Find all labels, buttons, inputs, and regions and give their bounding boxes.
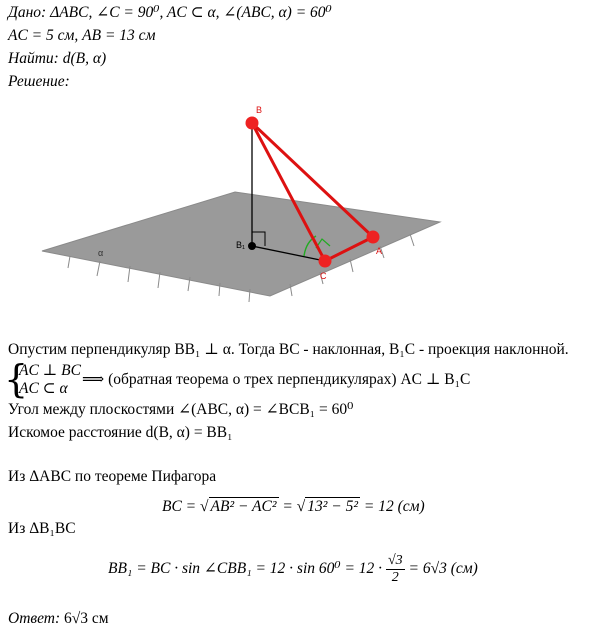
given-label: Дано: xyxy=(8,4,47,21)
answer-value: 6√3 см xyxy=(64,610,109,627)
eq2-right: = 6√3 (см) xyxy=(404,560,478,578)
plane-label: α xyxy=(98,248,104,258)
given-line-1 xyxy=(8,4,332,22)
point-B1 xyxy=(248,242,256,250)
equation-BC: BC = √ AB² − AC² = √ 13² − 5² = 12 (см) xyxy=(162,498,425,515)
label-B1: B₁ xyxy=(236,240,246,250)
system-line-2: AC ⊂ α xyxy=(19,380,68,397)
point-C xyxy=(319,255,332,268)
step-perpendicular: Опустим перпендикуляр BB₁ ⊥ α. Тогда BC - наклонная, B₁C - проекция наклонной. xyxy=(8,341,569,358)
system-brace: { xyxy=(4,357,29,401)
step-angle: Угол между плоскостями ∠(ABC, α) = ∠BCB₁ = 60⁰ xyxy=(8,401,354,418)
answer-line xyxy=(8,610,109,628)
system-result: ⟹ (обратная теорема о трех перпендикулярах) AC ⊥ B₁C xyxy=(82,371,471,388)
point-A xyxy=(367,231,380,244)
label-A: A xyxy=(376,246,383,256)
given-line-2: AC = 5 см, AB = 13 см xyxy=(8,27,156,44)
find-label: Найти: xyxy=(8,50,59,67)
find-expression: d(B, α) xyxy=(62,50,107,67)
step-pythagoras: Из ΔABC по теореме Пифагора xyxy=(8,468,217,485)
step-triangle: Из ΔB₁BC xyxy=(8,520,76,537)
eq2-num: √3 xyxy=(387,553,403,568)
solution-label: Решение: xyxy=(8,73,70,90)
label-C: C xyxy=(320,271,327,281)
given-conditions: ΔABC, ∠C = 90⁰, AC ⊂ α, ∠(ABC, α) = 60⁰ xyxy=(50,4,332,21)
find-line xyxy=(8,50,106,68)
eq1-sqrt1: AB² − AC² xyxy=(210,498,277,515)
eq2-left: BB₁ = BC · sin ∠CBB₁ = 12 · sin 60⁰ = 12 · xyxy=(108,560,386,578)
step-distance: Искомое расстояние d(B, α) = BB₁ xyxy=(8,424,233,441)
label-B: B xyxy=(256,105,263,115)
eq1-sqrt2: 13² − 5² xyxy=(307,498,359,515)
system-line-1: AC ⊥ BC xyxy=(19,362,81,379)
eq1-mid: = xyxy=(278,498,297,515)
geometry-figure xyxy=(40,96,460,306)
point-B xyxy=(246,117,259,130)
eq2-fraction xyxy=(386,553,405,586)
answer-label: Ответ: xyxy=(8,610,61,627)
eq1-right: = 12 (см) xyxy=(360,498,425,515)
eq1-left: BC = xyxy=(162,498,201,515)
equation-BB1 xyxy=(108,553,478,586)
eq2-den: 2 xyxy=(391,570,399,585)
